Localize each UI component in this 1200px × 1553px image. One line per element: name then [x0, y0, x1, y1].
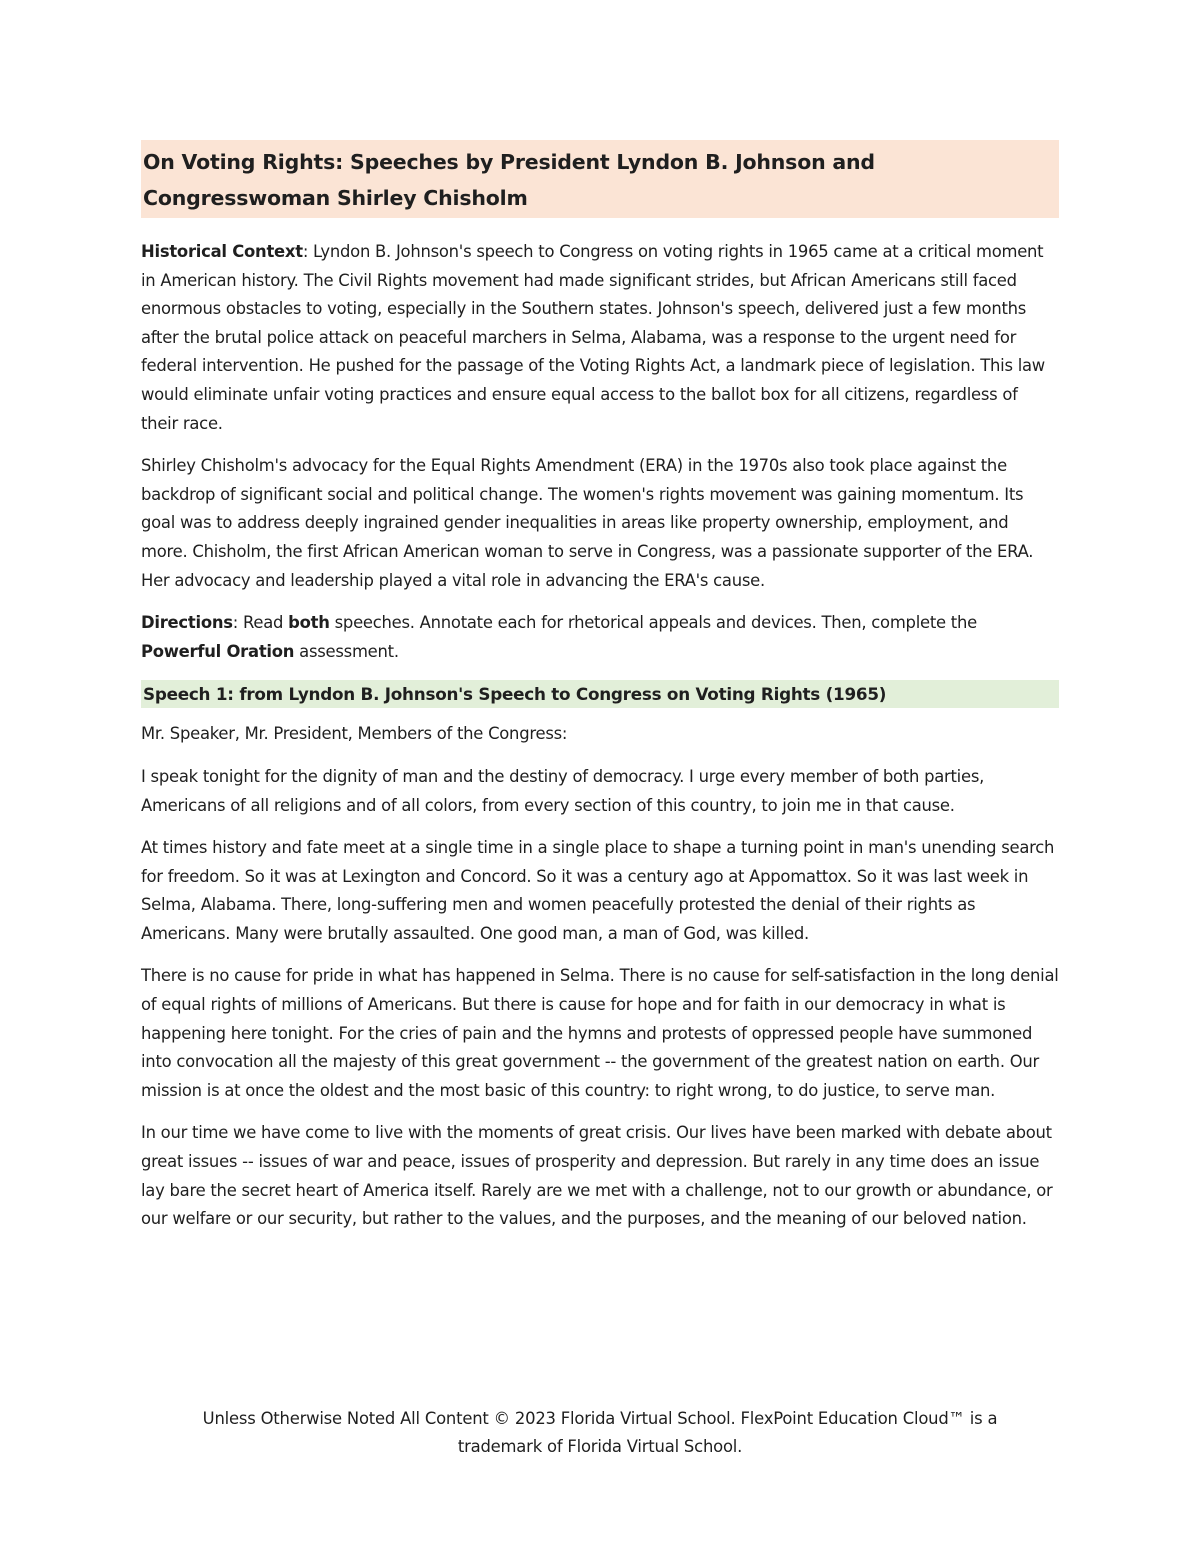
- footer-line-1: Unless Otherwise Noted All Content © 2023 Florida Virtual School. FlexPoint Education Cloud™ is a: [202, 1409, 998, 1428]
- directions-bold-both: both: [288, 613, 330, 633]
- copyright-footer: [141, 1405, 1059, 1461]
- historical-context-colon: :: [302, 242, 309, 261]
- speech-paragraph: I speak tonight for the dignity of man and the destiny of democracy. I urge every member of both parties, Americans of all religions and of all colors, from every section of this country, to join me in that cause.: [141, 766, 985, 815]
- directions-text-1: : Read: [232, 613, 289, 633]
- document-title-line-2: Congresswoman Shirley Chisholm: [143, 186, 528, 210]
- speech-paragraph: In our time we have come to live with the moments of great crisis. Our lives have been marked with debate about great issues -- issues of war and peace, issues of prosperity and depression. But rarely in any time does an issue lay bare the secret heart of America itself. Rarely are we met with a challenge, not to our growth or abundance, or our welfare or our security, but rather to the values, and the purposes, and the meaning of our beloved nation.: [141, 1123, 1053, 1229]
- chisholm-context-paragraph: Shirley Chisholm's advocacy for the Equal Rights Amendment (ERA) in the 1970s also took place against the backdrop of significant social and political change. The women's rights movement was gaining momentum. Its goal was to address deeply ingrained gender inequalities in areas like property ownership, employment, and more. Chisholm, the first African American woman to serve in Congress, was a passionate supporter of the ERA. Her advocacy and leadership played a vital role in advancing the ERA's cause.: [141, 456, 1034, 590]
- speech-paragraph: At times history and fate meet at a single time in a single place to shape a turning point in man's unending search for freedom. So it was at Lexington and Concord. So it was a century ago at Appomattox. So it was last week in Selma, Alabama. There, long-suffering men and women peacefully protested the denial of their rights as Americans. Many were brutally assaulted. One good man, a man of God, was killed.: [141, 838, 1055, 943]
- directions-bold-assessment: Powerful Oration: [141, 641, 295, 661]
- speech-paragraph: There is no cause for pride in what has happened in Selma. There is no cause for self-satisfaction in the long denial of equal rights of millions of Americans. But there is cause for hope and for faith in our democracy in what is happening here tonight. For the cries of pain and the hymns and protests of oppressed people have summoned into convocation all the majesty of this great government -- the government of the greatest nation on earth. Our mission is at once the oldest and the most basic of this country: to right wrong, to do justice, to serve man.: [141, 966, 1059, 1100]
- document-title-line-1: On Voting Rights: Speeches by President Lyndon B. Johnson and: [143, 150, 875, 174]
- historical-context-label: Historical Context: [141, 242, 303, 261]
- directions-text-2: speeches. Annotate each for rhetorical appeals and devices. Then, complete the: [329, 613, 977, 633]
- document-page: [141, 140, 1059, 1248]
- historical-context-paragraph: [141, 238, 1059, 438]
- directions-label: Directions: [141, 613, 233, 633]
- directions-paragraph: [141, 609, 1059, 666]
- document-title: [141, 140, 1059, 218]
- footer-line-2: trademark of Florida Virtual School.: [457, 1437, 743, 1456]
- speech-paragraph: Mr. Speaker, Mr. President, Members of the Congress:: [141, 724, 568, 744]
- speech-1-heading: Speech 1: from Lyndon B. Johnson's Speech to Congress on Voting Rights (1965): [141, 680, 1059, 708]
- directions-text-3: assessment.: [294, 641, 399, 661]
- historical-context-text: Lyndon B. Johnson's speech to Congress on voting rights in 1965 came at a critical moment in American history. The Civil Rights movement had made significant strides, but African Americans still faced enormous obstacles to voting, especially in the Southern states. Johnson's speech, delivered just a few months after the brutal police attack on peaceful marchers in Selma, Alabama, was a response to the urgent need for federal intervention. He pushed for the passage of the Voting Rights Act, a landmark piece of legislation. This law would eliminate unfair voting practices and ensure equal access to the ballot box for all citizens, regardless of their race.: [141, 242, 1045, 433]
